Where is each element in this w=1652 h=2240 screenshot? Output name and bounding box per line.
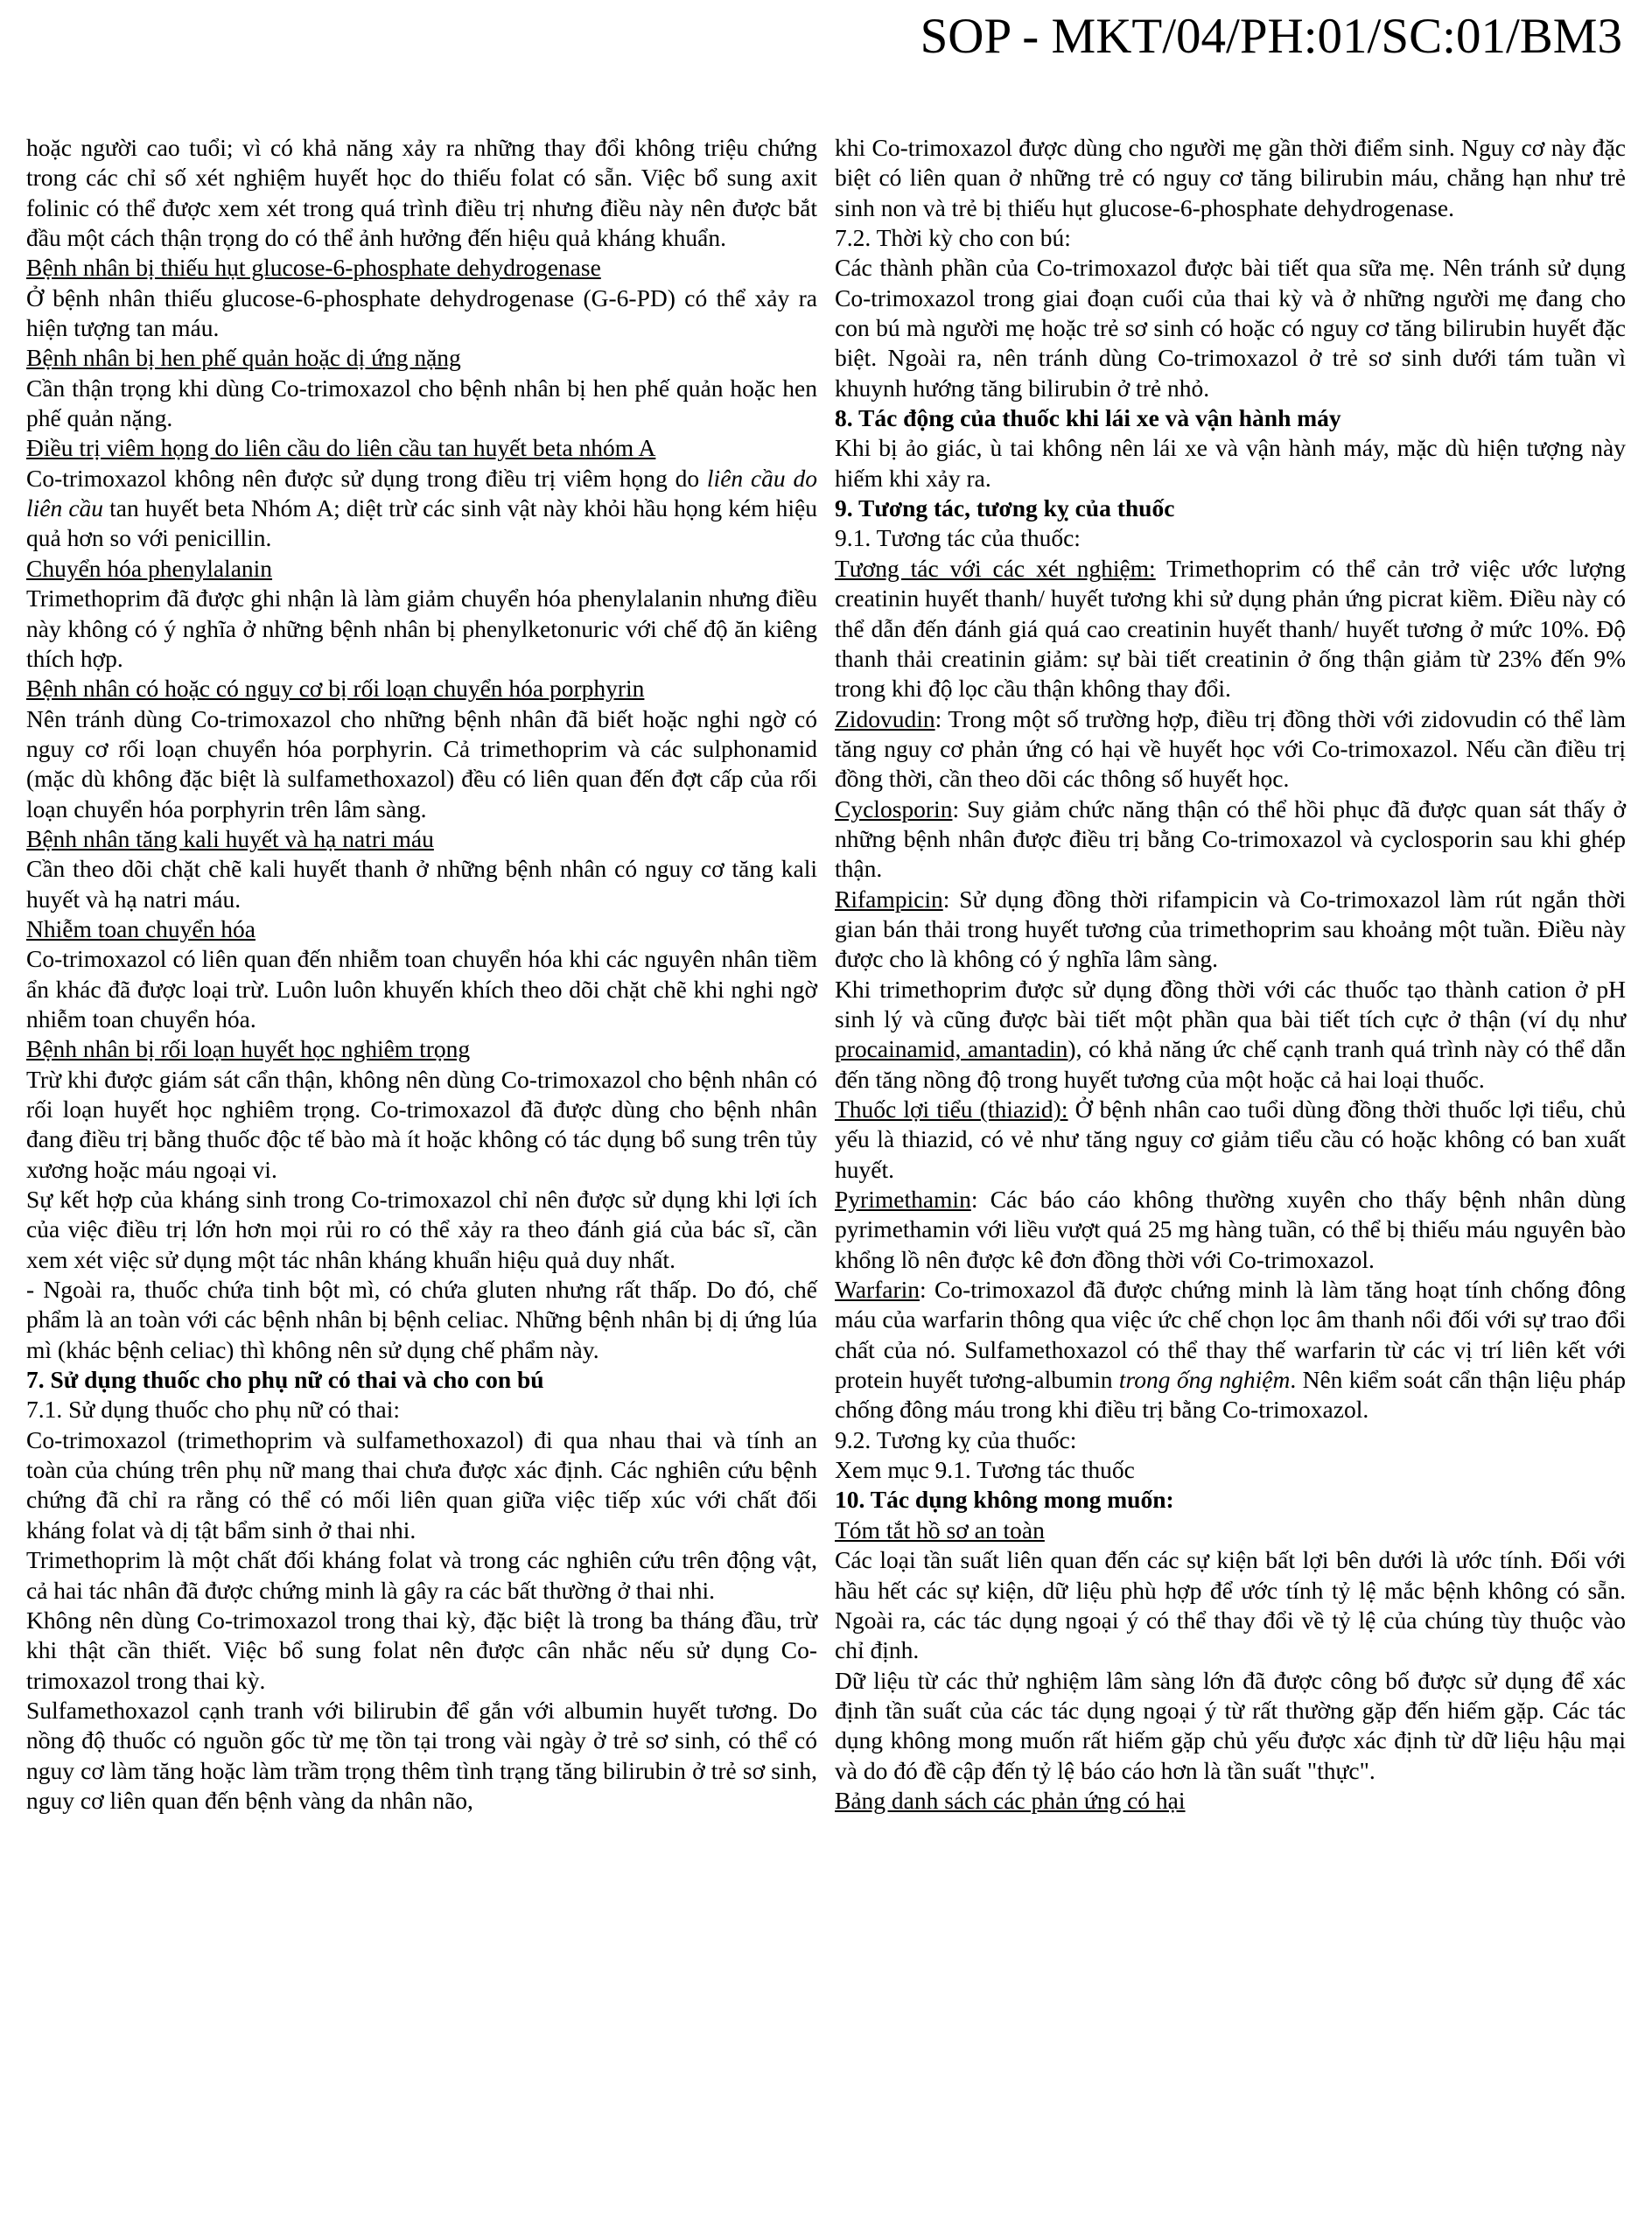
paragraph [26,133,817,253]
subsection-heading [835,1786,1626,1816]
text-run: ), có khả năng ức chế cạnh tranh quá trình này có thể dẫn đến tăng nồng độ trong huyết tương của một hoặc cả hai loại thuốc. [835,1035,1626,1093]
subsection-heading [26,824,817,854]
left-column [26,133,817,1816]
text-run: khi Co-trimoxazol được dùng cho người mẹ gần thời điểm sinh. Nguy cơ này đặc biệt có liên quan ở những trẻ có nguy cơ tăng bilirubin máu, chẳng hạn như trẻ sinh non và trẻ bị thiếu hụt glucose-6-phosphate dehydrogenase. [835,134,1626,221]
text-run: 7.2. Thời kỳ cho con bú: [835,224,1071,252]
text-run: Điều trị viêm họng do liên cầu do liên cầu tan huyết beta nhóm A [26,434,656,462]
text-run: Không nên dùng Co-trimoxazol trong thai kỳ, đặc biệt là trong ba tháng đầu, trừ khi thật cần thiết. Việc bổ sung folat nên được cân nhắc nếu sử dụng Co-trimoxazol trong thai kỳ. [26,1606,817,1694]
paragraph [835,975,1626,1095]
section-heading [835,403,1626,433]
text-run: Nên tránh dùng Co-trimoxazol cho những bệnh nhân đã biết hoặc nghi ngờ có nguy cơ rối loạn chuyển hóa porphyrin. Cả trimethoprim và các sulphonamid (mặc dù không đặc biệt là sulfamethoxazol) đều có liên quan đến đợt cấp của rối loạn chuyển hóa porphyrin trên lâm sàng. [26,704,817,822]
text-run: Tương tác với các xét nghiệm: [835,554,1156,582]
paragraph [835,253,1626,403]
text-run: Bảng danh sách các phản ứng có hại [835,1786,1186,1814]
paragraph [835,1185,1626,1275]
document-header [0,0,1652,65]
text-run: Bệnh nhân tăng kali huyết và hạ natri máu [26,824,434,852]
text-run: Bệnh nhân bị thiếu hụt glucose-6-phosphate dehydrogenase [26,254,601,282]
subsection-heading [835,1516,1626,1545]
text-run: Trimethoprim là một chất đối kháng folat và trong các nghiên cứu trên động vật, cả hai tác nhân đã được chứng minh là gây ra các bất thường ở thai nhi. [26,1546,817,1604]
text-run: Zidovudin [835,704,935,732]
paragraph [26,1185,817,1275]
text-run: 7. Sử dụng thuốc cho phụ nữ có thai và cho con bú [26,1366,544,1394]
subsection-heading [26,554,817,584]
text-run: 10. Tác dụng không mong muốn: [835,1486,1174,1514]
paragraph [835,704,1626,794]
text-run: Dữ liệu từ các thử nghiệm lâm sàng lớn đã được công bố được sử dụng để xác định tần suất của các tác dụng ngoại ý từ rất thường gặp đến hiếm gặp. Các tác dụng không mong muốn rất hiếm gặp chủ yếu được xác định từ dữ liệu hậu mại và do đó đề cập đến tỷ lệ báo cáo hơn là tần suất "thực". [835,1666,1626,1784]
paragraph [835,554,1626,704]
paragraph [26,1395,817,1424]
text-run: Sự kết hợp của kháng sinh trong Co-trimoxazol chỉ nên được sử dụng khi lợi ích của việc điều trị lớn hơn mọi rủi ro có thể xảy ra theo đánh giá của bác sĩ, cần xem xét việc sử dụng một tác nhân kháng khuẩn hiệu quả duy nhất. [26,1186,817,1273]
text-run: Trimethoprim có thể cản trở việc ước lượng creatinin huyết thanh/ huyết tương khi sử dụng phản ứng picrat kiềm. Điều này có thể dẫn đến đánh giá quá cao creatinin huyết thanh/ huyết tương ở mức 10%. Độ thanh thải creatinin giảm: sự bài tiết creatinin ở ống thận giảm từ 23% đến 9% trong khi độ lọc cầu thận không thay đổi. [835,554,1627,703]
text-run: Co-trimoxazol không nên được sử dụng trong điều trị viêm họng do [26,464,707,492]
text-run: liên cầu do liên cầu [26,464,817,522]
text-run: Thuốc lợi tiểu (thiazid): [835,1096,1068,1123]
paragraph [835,1095,1626,1185]
text-run: Trừ khi được giám sát cẩn thận, không nên dùng Co-trimoxazol cho bệnh nhân có rối loạn huyết học nghiêm trọng. Co-trimoxazol đã được dùng cho bệnh nhân đang điều trị bằng thuốc độc tế bào mà ít hoặc không có tác dụng bổ sung trên tủy xương hoặc máu ngoại vi. [26,1065,817,1183]
paragraph [26,1606,817,1696]
section-heading [835,494,1626,523]
paragraph [26,704,817,824]
paragraph [835,1455,1626,1485]
text-run: Chuyển hóa phenylalanin [26,554,273,582]
text-run: Pyrimethamin [835,1186,971,1214]
subsection-heading [26,433,817,463]
text-run: Ở bệnh nhân cao tuổi dùng đồng thời thuốc lợi tiểu, chủ yếu là thiazid, có vẻ như tăng nguy cơ giảm tiểu cầu có hoặc không có ban xuất huyết. [835,1096,1626,1183]
text-run: Ở bệnh nhân thiếu glucose-6-phosphate dehydrogenase (G-6-PD) có thể xảy ra hiện tượng tan máu. [26,284,817,342]
text-run: - Ngoài ra, thuốc chứa tinh bột mì, có chứa gluten nhưng rất thấp. Do đó, chế phẩm là an toàn với các bệnh nhân bị bệnh celiac. Những bệnh nhân bị dị ứng lúa mì (khác bệnh celiac) thì không nên sử dụng chế phẩm này. [26,1276,817,1363]
subsection-heading [26,914,817,944]
text-run: Co-trimoxazol (trimethoprim và sulfamethoxazol) đi qua nhau thai và tính an toàn của chúng trên phụ nữ mang thai chưa được xác định. Các nghiên cứu bệnh chứng đã chỉ ra rằng có thể có mối liên quan giữa việc tiếp xúc với chất đối kháng folat và dị tật bẩm sinh ở thai nhi. [26,1425,817,1544]
paragraph [26,1065,817,1185]
paragraph [26,584,817,674]
subsection-heading [26,253,817,283]
paragraph [26,464,817,554]
text-run: Nhiễm toan chuyển hóa [26,914,256,942]
text-run: Bệnh nhân bị hen phế quản hoặc dị ứng nặng [26,344,461,372]
text-run: : Co-trimoxazol đã được chứng minh là làm tăng hoạt tính chống đông máu của warfarin thông qua việc ức chế chọn lọc âm thanh nổi đối với sự trao đổi chất của nó. Sulfamethoxazol có thể thay thế warfarin từ các vị trí liên kết với protein huyết tương-albumin [835,1276,1626,1394]
text-run: . Nên kiểm soát cẩn thận liệu pháp chống đông máu trong khi điều trị bằng Co-trimoxazol. [835,1366,1626,1424]
text-run: Các thành phần của Co-trimoxazol được bài tiết qua sữa mẹ. Nên tránh sử dụng Co-trimoxazol trong giai đoạn cuối của thai kỳ và ở những người mẹ đang cho con bú mà người mẹ hoặc trẻ sơ sinh có hoặc có nguy cơ tăng bilirubin huyết đặc biệt. Ngoài ra, nên tránh dùng Co-trimoxazol ở trẻ sơ sinh dưới tám tuần vì khuynh hướng tăng bilirubin ở trẻ nhỏ. [835,254,1626,402]
paragraph [26,1545,817,1606]
paragraph [835,223,1626,253]
paragraph [26,1425,817,1545]
paragraph [835,133,1626,223]
paragraph [835,1666,1626,1786]
text-run: Khi bị ảo giác, ù tai không nên lái xe và vận hành máy, mặc dù hiện tượng này hiếm khi xảy ra. [835,434,1626,492]
paragraph [26,284,817,344]
paragraph [26,854,817,914]
text-run: trong ống nghiệm [1118,1366,1291,1394]
text-run: Sulfamethoxazol cạnh tranh với bilirubin để gắn với albumin huyết tương. Do nồng độ thuốc có nguồn gốc từ mẹ tồn tại trong vài ngày ở trẻ sơ sinh, có thể có nguy cơ làm tăng hoặc làm trầm trọng thêm tình trạng tăng bilirubin ở trẻ sơ sinh, nguy cơ liên quan đến bệnh vàng da nhân não, [26,1696,817,1814]
text-run: tan huyết beta Nhóm A; diệt trừ các sinh vật này khỏi hầu họng kém hiệu quả hơn so với penicillin. [26,494,817,552]
text-run: : Các báo cáo không thường xuyên cho thấy bệnh nhân dùng pyrimethamin với liều vượt quá 25 mg hàng tuần, có thể bị thiếu máu nguyên bào khổng lồ nên được kê đơn đồng thời với Co-trimoxazol. [835,1186,1626,1273]
text-run: 8. Tác động của thuốc khi lái xe và vận hành máy [835,404,1341,432]
paragraph [835,1425,1626,1455]
text-run: 7.1. Sử dụng thuốc cho phụ nữ có thai: [26,1396,400,1424]
text-run: Cyclosporin [835,794,953,822]
subsection-heading [26,674,817,704]
paragraph [835,794,1626,885]
text-run: 9.1. Tương tác của thuốc: [835,524,1081,552]
text-run: Các loại tần suất liên quan đến các sự kiện bất lợi bên dưới là ước tính. Đối với hầu hết các sự kiện, dữ liệu phù hợp để ước tính tỷ lệ mắc bệnh không có sẵn. Ngoài ra, các tác dụng ngoại ý có thể thay đổi về tỷ lệ của chúng tùy thuộc vào chỉ định. [835,1546,1626,1664]
text-run: Xem mục 9.1. Tương tác thuốc [835,1456,1135,1484]
text-run: Trimethoprim đã được ghi nhận là làm giảm chuyển hóa phenylalanin nhưng điều này không có ý nghĩa ở những bệnh nhân bị phenylketonuric với chế độ ăn kiêng thích hợp. [26,584,817,672]
text-run: 9.2. Tương kỵ của thuốc: [835,1425,1077,1453]
paragraph [26,1275,817,1365]
paragraph [26,1696,817,1816]
text-run: Bệnh nhân có hoặc có nguy cơ bị rối loạn chuyển hóa porphyrin [26,675,645,703]
paragraph [835,523,1626,553]
section-heading [26,1365,817,1395]
subsection-heading [26,343,817,373]
paragraph [26,944,817,1034]
text-run: Rifampicin [835,885,943,913]
text-run: Khi trimethoprim được sử dụng đồng thời với các thuốc tạo thành cation ở pH sinh lý và cũng được bài tiết một phần qua bài tiết tích cực ở thận (ví dụ như [835,975,1626,1032]
paragraph [835,433,1626,494]
text-run: Co-trimoxazol có liên quan đến nhiễm toan chuyển hóa khi các nguyên nhân tiềm ẩn khác đã được loại trừ. Luôn luôn khuyến khích theo dõi chặt chẽ khi nghi ngờ nhiễm toan chuyển hóa. [26,945,817,1032]
text-run: Cần thận trọng khi dùng Co-trimoxazol cho bệnh nhân bị hen phế quản hoặc hen phế quản nặng. [26,374,817,432]
text-run: procainamid, amantadin [835,1035,1068,1063]
paragraph [835,885,1626,975]
paragraph [26,374,817,434]
text-run: : Suy giảm chức năng thận có thể hồi phục đã được quan sát thấy ở những bệnh nhân được điều trị bằng Co-trimoxazol và cyclosporin sau khi ghép thận. [835,794,1626,883]
right-column [835,133,1626,1816]
text-run: Bệnh nhân bị rối loạn huyết học nghiêm trọng [26,1035,471,1063]
text-run: : Sử dụng đồng thời rifampicin và Co-trimoxazol làm rút ngắn thời gian bán thải trong huyết tương của trimethoprim sau khoảng một tuần. Điều này được cho là không có ý nghĩa lâm sàng. [835,885,1626,973]
text-run: : Trong một số trường hợp, điều trị đồng thời với zidovudin có thể làm tăng nguy cơ phản ứng có hại về huyết học với Co-trimoxazol. Nếu cần điều trị đồng thời, cần theo dõi các thông số huyết học. [835,704,1626,793]
section-heading [835,1485,1626,1515]
two-column-body [0,133,1652,1816]
text-run: hoặc người cao tuổi; vì có khả năng xảy ra những thay đổi không triệu chứng trong các chỉ số xét nghiệm huyết học do thiếu folat có sẵn. Việc bổ sung axit folinic có thể được xem xét trong quá trình điều trị nhưng điều này nên được bắt đầu một cách thận trọng do có thể ảnh hưởng đến hiệu quả kháng khuẩn. [26,134,817,252]
paragraph [835,1275,1626,1425]
document-code: SOP - MKT/04/PH:01/SC:01/BM3 [920,9,1622,64]
text-run: Warfarin [835,1276,920,1304]
text-run: Cần theo dõi chặt chẽ kali huyết thanh ở những bệnh nhân có nguy cơ tăng kali huyết và hạ natri máu. [26,855,817,913]
text-run: 9. Tương tác, tương kỵ của thuốc [835,494,1175,522]
text-run: Tóm tắt hồ sơ an toàn [835,1516,1045,1544]
paragraph [835,1545,1626,1665]
subsection-heading [26,1034,817,1064]
